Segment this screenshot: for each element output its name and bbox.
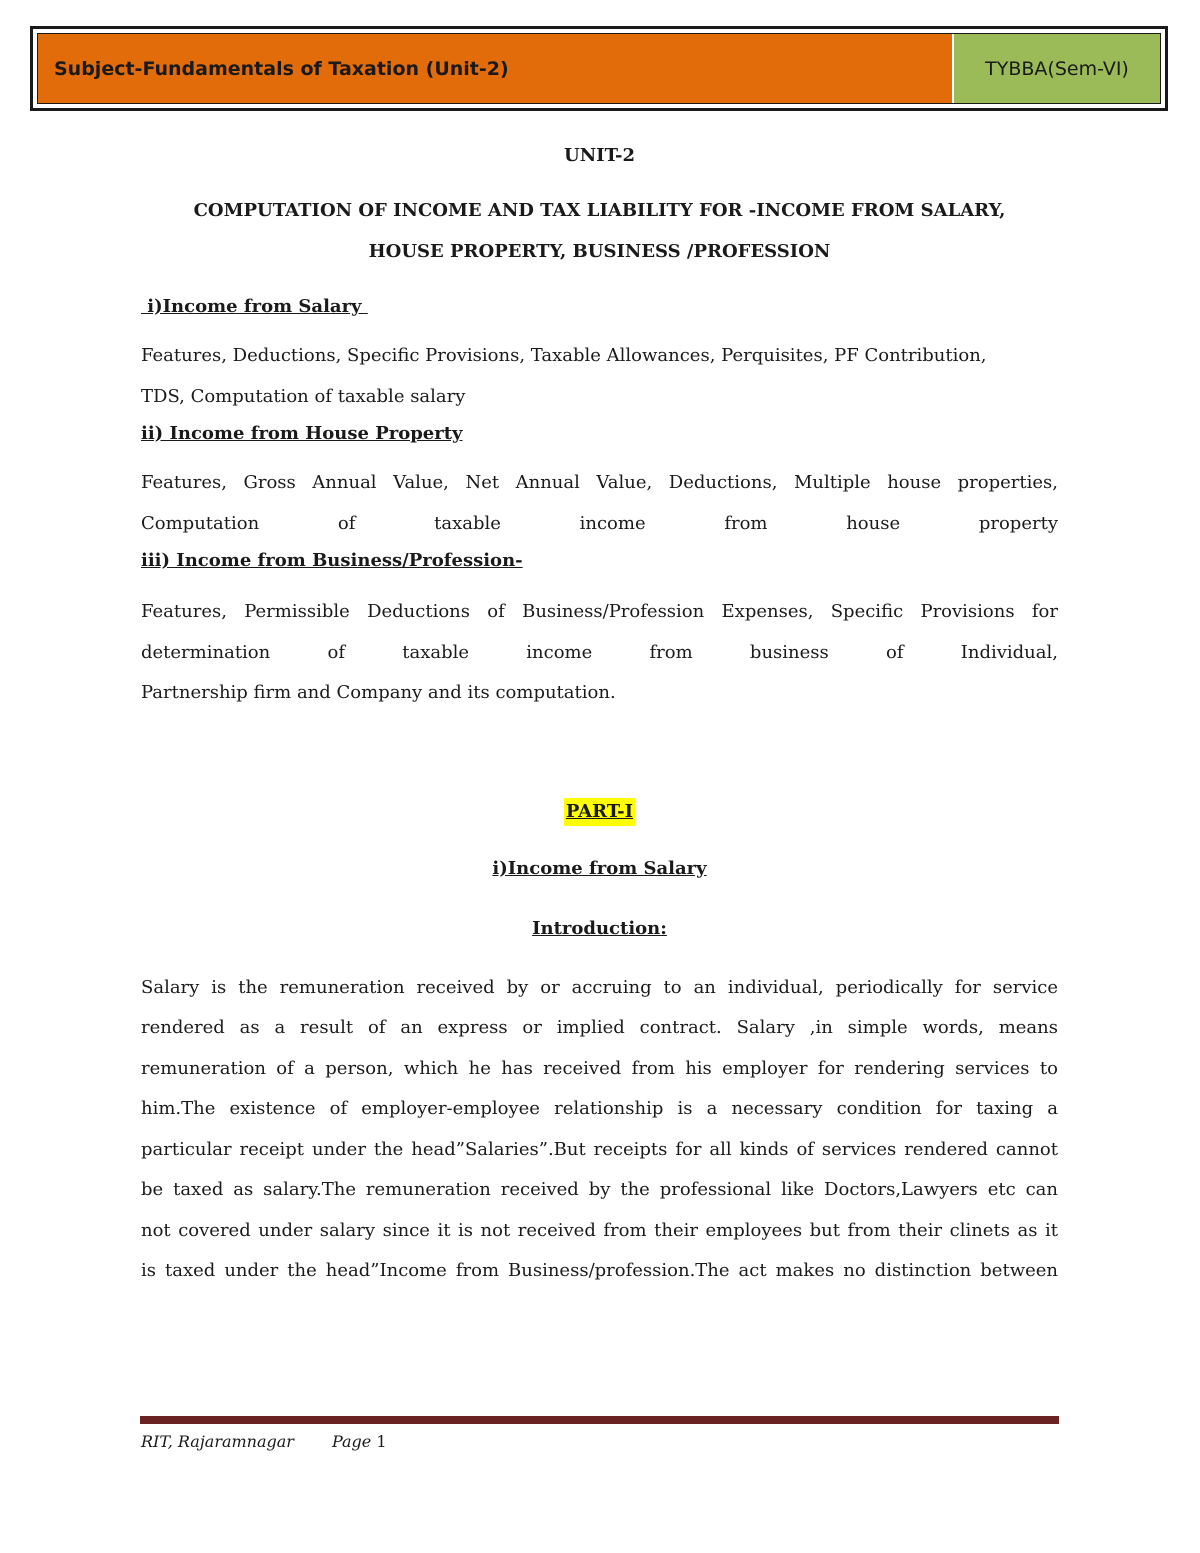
- footer-institute: RIT, Rajaramnagar: [141, 1432, 294, 1451]
- document-title-line-1: COMPUTATION OF INCOME AND TAX LIABILITY FOR -INCOME FROM SALARY,: [193, 200, 1006, 221]
- introduction-paragraph: [141, 968, 1058, 1292]
- footer-page-value: 1: [376, 1432, 387, 1451]
- document-title-line-2: HOUSE PROPERTY, BUSINESS /PROFESSION: [368, 241, 831, 262]
- footer-page-label: Page: [331, 1432, 372, 1451]
- page-header: [30, 26, 1168, 111]
- document-body: [141, 140, 1058, 1292]
- section-salary-line-2: TDS, Computation of taxable salary: [141, 385, 466, 407]
- section-body-house-property: [141, 463, 1058, 544]
- intro-line: is taxed under the head”Income from Business/profession.The act makes no distinction between: [141, 1260, 1058, 1281]
- part-subheading: i)Income from Salary: [492, 857, 707, 879]
- section-heading-salary: i)Income from Salary: [141, 296, 368, 317]
- intro-line: be taxed as salary.The remuneration received by the professional like Doctors,Lawyers etc can: [141, 1179, 1058, 1200]
- section-business-line-3: Partnership firm and Company and its computation.: [141, 682, 616, 703]
- intro-line: Salary is the remuneration received by or accruing to an individual, periodically for service: [141, 976, 1058, 998]
- section-business-line-2: determination of taxable income from business of Individual,: [141, 641, 1058, 663]
- section-body-salary: [141, 336, 1058, 417]
- intro-line: rendered as a result of an express or implied contract. Salary ,in simple words, means: [141, 1017, 1058, 1038]
- intro-line: remuneration of a person, which he has received from his employer for rendering services to: [141, 1057, 1058, 1079]
- section-house-line-1: Features, Gross Annual Value, Net Annual Value, Deductions, Multiple house properties,: [141, 472, 1058, 493]
- part-heading-wrap: [141, 798, 1058, 826]
- header-box: [37, 33, 1161, 104]
- section-heading-business: iii) Income from Business/Profession-: [141, 550, 523, 571]
- unit-title: UNIT-2: [564, 145, 635, 166]
- section-business-line-1: Features, Permissible Deductions of Business/Profession Expenses, Specific Provisions for: [141, 601, 1058, 622]
- part-heading: PART-I: [564, 798, 635, 826]
- section-house-line-2: Computation of taxable income from house property: [141, 512, 1058, 534]
- header-subject: Subject-Fundamentals of Taxation (Unit-2): [38, 34, 954, 103]
- section-heading-house-property: ii) Income from House Property: [141, 423, 463, 444]
- footer-page-number: [332, 1432, 387, 1451]
- introduction-heading: Introduction:: [532, 917, 667, 939]
- document-title: [141, 190, 1058, 272]
- section-salary-line-1: Features, Deductions, Specific Provisions, Taxable Allowances, Perquisites, PF Contribution,: [141, 345, 987, 366]
- intro-line: particular receipt under the head”Salaries”.But receipts for all kinds of services rendered cannot: [141, 1138, 1058, 1160]
- footer-rule: [140, 1416, 1059, 1424]
- header-class: TYBBA(Sem-VI): [954, 34, 1160, 103]
- page-footer: [141, 1432, 387, 1451]
- intro-line: not covered under salary since it is not received from their employees but from their clinets as it: [141, 1219, 1058, 1241]
- section-body-business: [141, 592, 1058, 714]
- intro-line: him.The existence of employer-employee relationship is a necessary condition for taxing a: [141, 1098, 1058, 1119]
